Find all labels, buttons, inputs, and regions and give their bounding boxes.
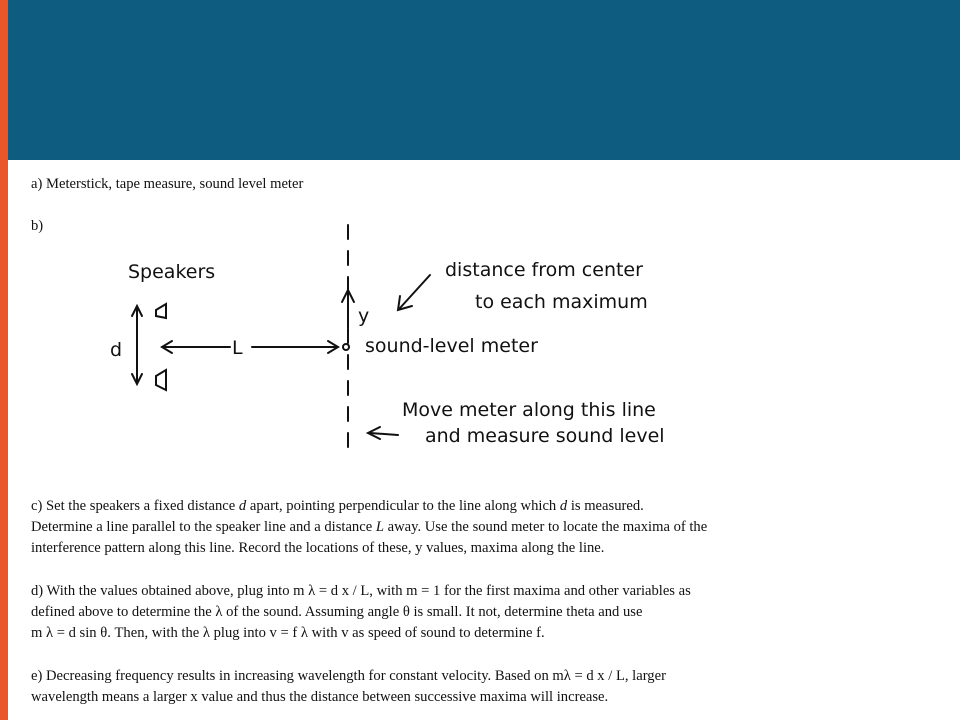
distance-pointer-arrow	[400, 275, 430, 308]
answer-b-label: b)	[31, 218, 44, 234]
answer-a: a) Meterstick, tape measure, sound level meter	[31, 176, 304, 192]
speakers-label: Speakers	[128, 261, 216, 283]
move-annotation-line2: and measure sound level	[425, 425, 665, 447]
answer-e-line1: e) Decreasing frequency results in increasing wavelength for constant velocity. Based on mλ = d x / L, larger	[31, 668, 666, 684]
speaker-top-icon	[156, 304, 166, 318]
answer-d-line1: d) With the values obtained above, plug into m λ = d x / L, with m = 1 for the first maxima and other variables as	[31, 583, 691, 599]
speaker-interference-diagram	[100, 220, 740, 460]
answer-e-line2: wavelength means a larger x value and thus the distance between successive maxima will increase.	[31, 689, 609, 705]
answer-c-line3: interference pattern along this line. Record the locations of these, y values, maxima along the line.	[31, 540, 605, 556]
speaker-bottom-icon	[156, 370, 166, 390]
accent-bar	[0, 0, 8, 720]
answer-d-line2: defined above to determine the λ of the sound. Assuming angle θ is small. It not, determine theta and use	[31, 604, 643, 620]
distance-annotation-line1: distance from center	[445, 259, 643, 281]
L-label: L	[232, 337, 243, 359]
answer-c-line1: c) Set the speakers a fixed distance d apart, pointing perpendicular to the line along which d is measured.	[31, 498, 644, 514]
title-band	[8, 0, 960, 160]
y-label: y	[358, 305, 370, 327]
meter-label: sound-level meter	[365, 335, 538, 357]
distance-annotation-line2: to each maximum	[475, 291, 648, 313]
answer-c-line2: Determine a line parallel to the speaker line and a distance L away. Use the sound meter to locate the maxima of the	[31, 519, 708, 535]
move-annotation-line1: Move meter along this line	[402, 399, 656, 421]
answer-d-line3: m λ = d sin θ. Then, with the λ plug into v = f λ with v as speed of sound to determine f.	[31, 625, 545, 641]
d-label: d	[110, 339, 123, 361]
